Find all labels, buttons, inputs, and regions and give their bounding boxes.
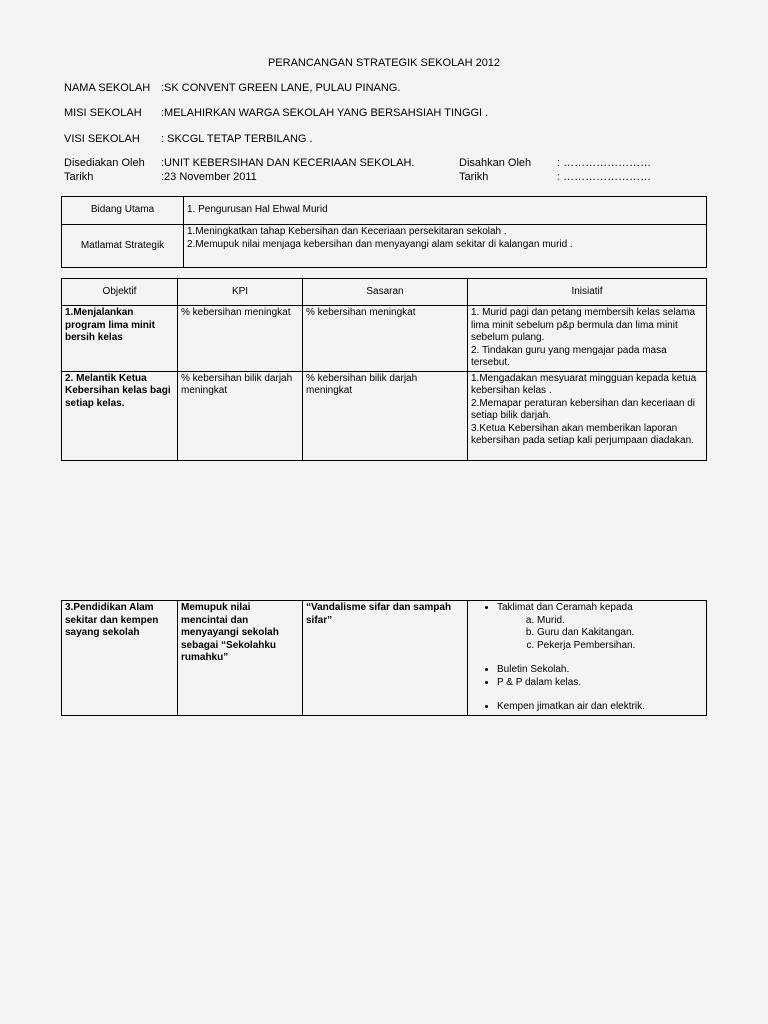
tarikh-label: Tarikh — [64, 171, 94, 183]
header-sasaran: Sasaran — [303, 279, 468, 306]
matlamat-row — [62, 225, 707, 268]
nama-value: :SK CONVENT GREEN LANE, PULAU PINANG. — [161, 82, 401, 94]
list-item: a. Murid. — [537, 615, 703, 628]
row3-objektif: 3.Pendidikan Alam sekitar dan kempen sayang sekolah — [62, 601, 178, 716]
table-row — [62, 601, 707, 716]
table-header-row — [62, 279, 707, 306]
signature-block — [64, 157, 704, 185]
bidang-table — [61, 196, 707, 268]
objektif-table — [61, 278, 707, 461]
visi-value: : SKCGL TETAP TERBILANG . — [161, 133, 313, 145]
list-item: b. Guru dan Kakitangan. — [537, 627, 703, 640]
disahkan-value: : …………………… — [557, 157, 652, 169]
row2-inisiatif — [468, 371, 707, 460]
disediakan-value: :UNIT KEBERSIHAN DAN KECERIAAN SEKOLAH. — [161, 157, 415, 169]
list-item: • Buletin Sekolah. — [497, 664, 703, 677]
row1-objektif: 1.Menjalankan program lima minit bersih kelas — [62, 306, 178, 372]
row2-kpi: % kebersihan bilik darjah meningkat — [178, 371, 303, 460]
row2-inisiatif-3: 3.Ketua Kebersihan akan memberikan laporan kebersihan pada setiap kali perjumpaan diadakan. — [471, 422, 694, 446]
row3-inisiatif — [468, 601, 707, 716]
disediakan-label: Disediakan Oleh — [64, 157, 145, 169]
row1-kpi: % kebersihan meningkat — [178, 306, 303, 372]
document-title: PERANCANGAN STRATEGIK SEKOLAH 2012 — [267, 57, 501, 69]
sub-list — [497, 615, 703, 653]
bidang-label: Bidang Utama — [62, 197, 184, 225]
inisiatif-list — [471, 602, 703, 652]
row3-kpi: Memupuk nilai mencintai dan menyayangi sekolah sebagai “Sekolahku rumahku” — [178, 601, 303, 716]
bullet1-text: Taklimat dan Ceramah kepada — [497, 602, 633, 613]
bidang-row — [62, 197, 707, 225]
misi-label: MISI SEKOLAH — [64, 107, 142, 119]
list-item: c. Pekerja Pembersihan. — [537, 640, 703, 653]
table-row — [62, 371, 707, 460]
header-inisiatif: Inisiatif — [468, 279, 707, 306]
tarikh-value: :23 November 2011 — [161, 171, 257, 183]
misi-value: :MELAHIRKAN WARGA SEKOLAH YANG BERSAHSIAH TINGGI . — [161, 107, 489, 119]
visi-label: VISI SEKOLAH — [64, 133, 140, 145]
matlamat-value — [184, 225, 707, 268]
objektif-table-continued — [61, 600, 707, 716]
row1-sasaran: % kebersihan meningkat — [303, 306, 468, 372]
bidang-value: 1. Pengurusan Hal Ehwal Murid — [184, 197, 707, 225]
list-item: • P & P dalam kelas. — [497, 677, 703, 690]
table-row — [62, 306, 707, 372]
header-kpi: KPI — [178, 279, 303, 306]
row1-inisiatif — [468, 306, 707, 372]
list-item: • Kempen jimatkan air dan elektrik. — [497, 701, 703, 714]
inisiatif-list-3 — [471, 701, 703, 714]
tarikh2-value: : …………………… — [557, 171, 652, 183]
nama-label: NAMA SEKOLAH — [64, 82, 151, 94]
row2-sasaran: % kebersihan bilik darjah meningkat — [303, 371, 468, 460]
matlamat-label: Matlamat Strategik — [62, 225, 184, 268]
row2-objektif: 2. Melantik Ketua Kebersihan kelas bagi setiap kelas. — [62, 371, 178, 460]
row3-sasaran: “Vandalisme sifar dan sampah sifar” — [303, 601, 468, 716]
row2-inisiatif-1: 1.Mengadakan mesyuarat mingguan kepada ketua kebersihan kelas . — [471, 372, 697, 396]
tarikh2-label: Tarikh — [459, 171, 489, 183]
row1-inisiatif-2: 2. Tindakan guru yang mengajar pada masa tersebut. — [471, 344, 667, 368]
list-item — [497, 602, 703, 652]
matlamat-line1: 1.Meningkatkan tahap Kebersihan dan Keceriaan persekitaran sekolah . — [187, 226, 507, 237]
inisiatif-list-2 — [471, 664, 703, 689]
header-objektif: Objektif — [62, 279, 178, 306]
row2-inisiatif-2: 2.Memapar peraturan kebersihan dan keceriaan di setiap bilik darjah. — [471, 397, 696, 421]
matlamat-line2: 2.Memupuk nilai menjaga kebersihan dan menyayangi alam sekitar di kalangan murid . — [187, 238, 573, 250]
row1-inisiatif-1: 1. Murid pagi dan petang membersih kelas selama lima minit sebelum p&p bermula dan lima minit sebelum pulang. — [471, 307, 696, 343]
disahkan-label: Disahkan Oleh — [459, 157, 532, 169]
